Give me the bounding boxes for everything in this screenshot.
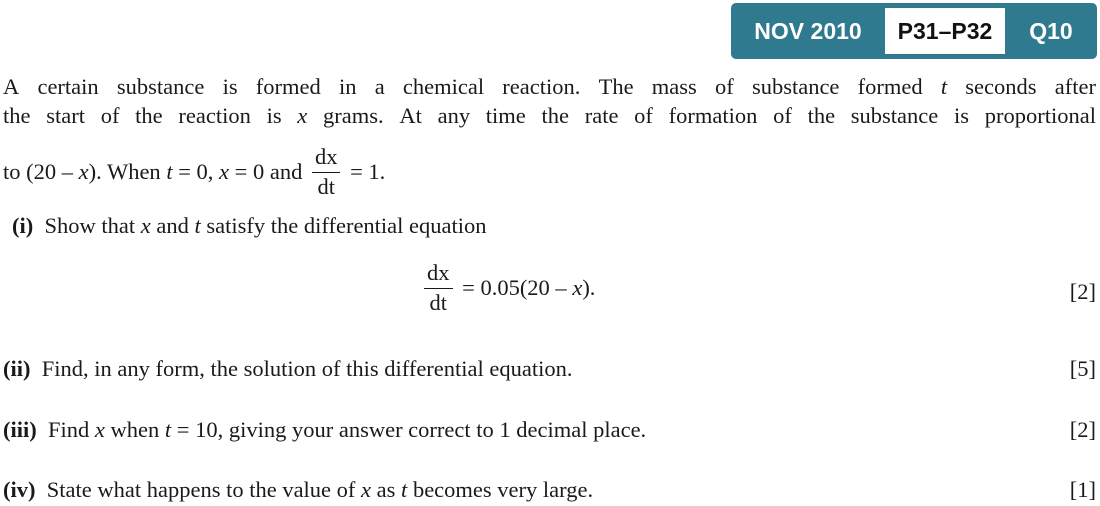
intro-word: of: [773, 103, 792, 128]
intro-word: a: [374, 74, 385, 99]
intro-word: reaction: [178, 103, 251, 128]
intro-word: substance: [751, 74, 840, 99]
intro-word: is: [266, 103, 282, 128]
part-i-text: [12, 215, 487, 238]
part-label: (iii): [3, 417, 37, 442]
part-ii-text: [3, 358, 573, 381]
part-text: Find, in any form, the solution of this differential equation.: [41, 356, 573, 381]
differential-equation: [420, 262, 595, 314]
intro-word: reaction.: [502, 74, 581, 99]
part-text: becomes very large.: [407, 477, 594, 502]
variable-t: t: [401, 477, 408, 502]
marks-part-iii: [2]: [1069, 417, 1096, 442]
part-iv-text: [3, 479, 593, 502]
marks-part-iv: [1]: [1069, 477, 1096, 502]
intro-word: the: [3, 103, 31, 128]
part-label: (iv): [3, 477, 36, 502]
marks-part-i: [2]: [1069, 279, 1096, 304]
part-iii: [3, 419, 1096, 442]
intro-word: formed: [255, 74, 321, 99]
intro-text: = 0,: [172, 159, 220, 185]
intro-line-1: [3, 76, 1096, 99]
part-text: when: [104, 417, 165, 442]
variable-x: x: [572, 275, 583, 300]
fraction-numerator: dx: [312, 146, 341, 173]
intro-word: substance: [850, 103, 939, 128]
intro-word: time: [485, 103, 526, 128]
intro-word: is: [222, 74, 238, 99]
exam-session-label: NOV 2010: [754, 17, 862, 44]
intro-word: chemical: [402, 74, 485, 99]
part-text: State what happens to the value of: [46, 477, 362, 502]
variable-x: x: [140, 213, 151, 238]
intro-word: of: [100, 103, 120, 128]
equation-text: = 0.05(20 –: [462, 275, 573, 300]
intro-word: x: [297, 103, 308, 128]
part-text: satisfy the differential equation: [200, 213, 487, 238]
derivative-fraction: [424, 262, 453, 314]
part-label: (ii): [3, 356, 31, 381]
derivative-fraction: [312, 146, 341, 198]
fraction-numerator: dx: [424, 262, 453, 289]
part-text: = 10, giving your answer correct to 1 decimal place.: [171, 417, 647, 442]
variable-x: x: [94, 417, 105, 442]
variable-t: t: [166, 159, 173, 185]
intro-word: the: [541, 103, 570, 128]
part-iv: [3, 479, 1096, 502]
part-i: [12, 215, 1096, 238]
fraction-denominator: dt: [317, 173, 335, 199]
part-ii: [3, 358, 1096, 381]
intro-word: mass: [651, 74, 697, 99]
intro-line-2: [3, 105, 1096, 128]
fraction-denominator: dt: [429, 289, 447, 315]
part-iii-text: [3, 419, 646, 442]
variable-x: x: [361, 477, 372, 502]
intro-word: At: [399, 103, 422, 128]
intro-word: rate: [584, 103, 619, 128]
marks-part-ii: [5]: [1069, 356, 1096, 381]
intro-word: the: [135, 103, 163, 128]
variable-x: x: [78, 159, 89, 185]
variable-t: t: [194, 213, 201, 238]
intro-word: of: [634, 103, 653, 128]
intro-text: to (20 –: [3, 159, 79, 185]
part-text: and: [150, 213, 195, 238]
intro-word: seconds: [965, 74, 1037, 99]
variable-x: x: [219, 159, 230, 185]
intro-word: proportional: [984, 103, 1096, 128]
intro-word: of: [714, 74, 734, 99]
intro-text: = 1.: [344, 159, 386, 185]
intro-word: any: [437, 103, 471, 128]
intro-text: ). When: [88, 159, 167, 185]
question-reference-badge: [731, 3, 1097, 59]
intro-word: the: [807, 103, 836, 128]
intro-text: = 0 and: [229, 159, 308, 185]
part-text: Show that: [44, 213, 141, 238]
intro-line-3: [3, 144, 386, 200]
paper-code-label: P31–P32: [885, 8, 1005, 54]
part-text: Find: [48, 417, 95, 442]
intro-word: grams.: [323, 103, 384, 128]
variable-t: t: [164, 417, 172, 442]
part-label: (i): [12, 213, 34, 238]
intro-word: in: [338, 74, 357, 99]
equation-rhs: [457, 275, 596, 301]
intro-word: The: [598, 74, 634, 99]
equation-text: ).: [582, 275, 596, 300]
intro-word: formation: [668, 103, 758, 128]
intro-word: formed: [857, 74, 923, 99]
intro-word: t: [940, 74, 948, 99]
part-text: as: [371, 477, 402, 502]
intro-word: substance: [116, 74, 205, 99]
intro-word: is: [953, 103, 969, 128]
intro-word: certain: [37, 74, 99, 99]
intro-word: after: [1054, 74, 1096, 99]
intro-word: A: [3, 74, 20, 99]
question-number-label: Q10: [1029, 17, 1073, 44]
intro-word: start: [46, 103, 85, 128]
